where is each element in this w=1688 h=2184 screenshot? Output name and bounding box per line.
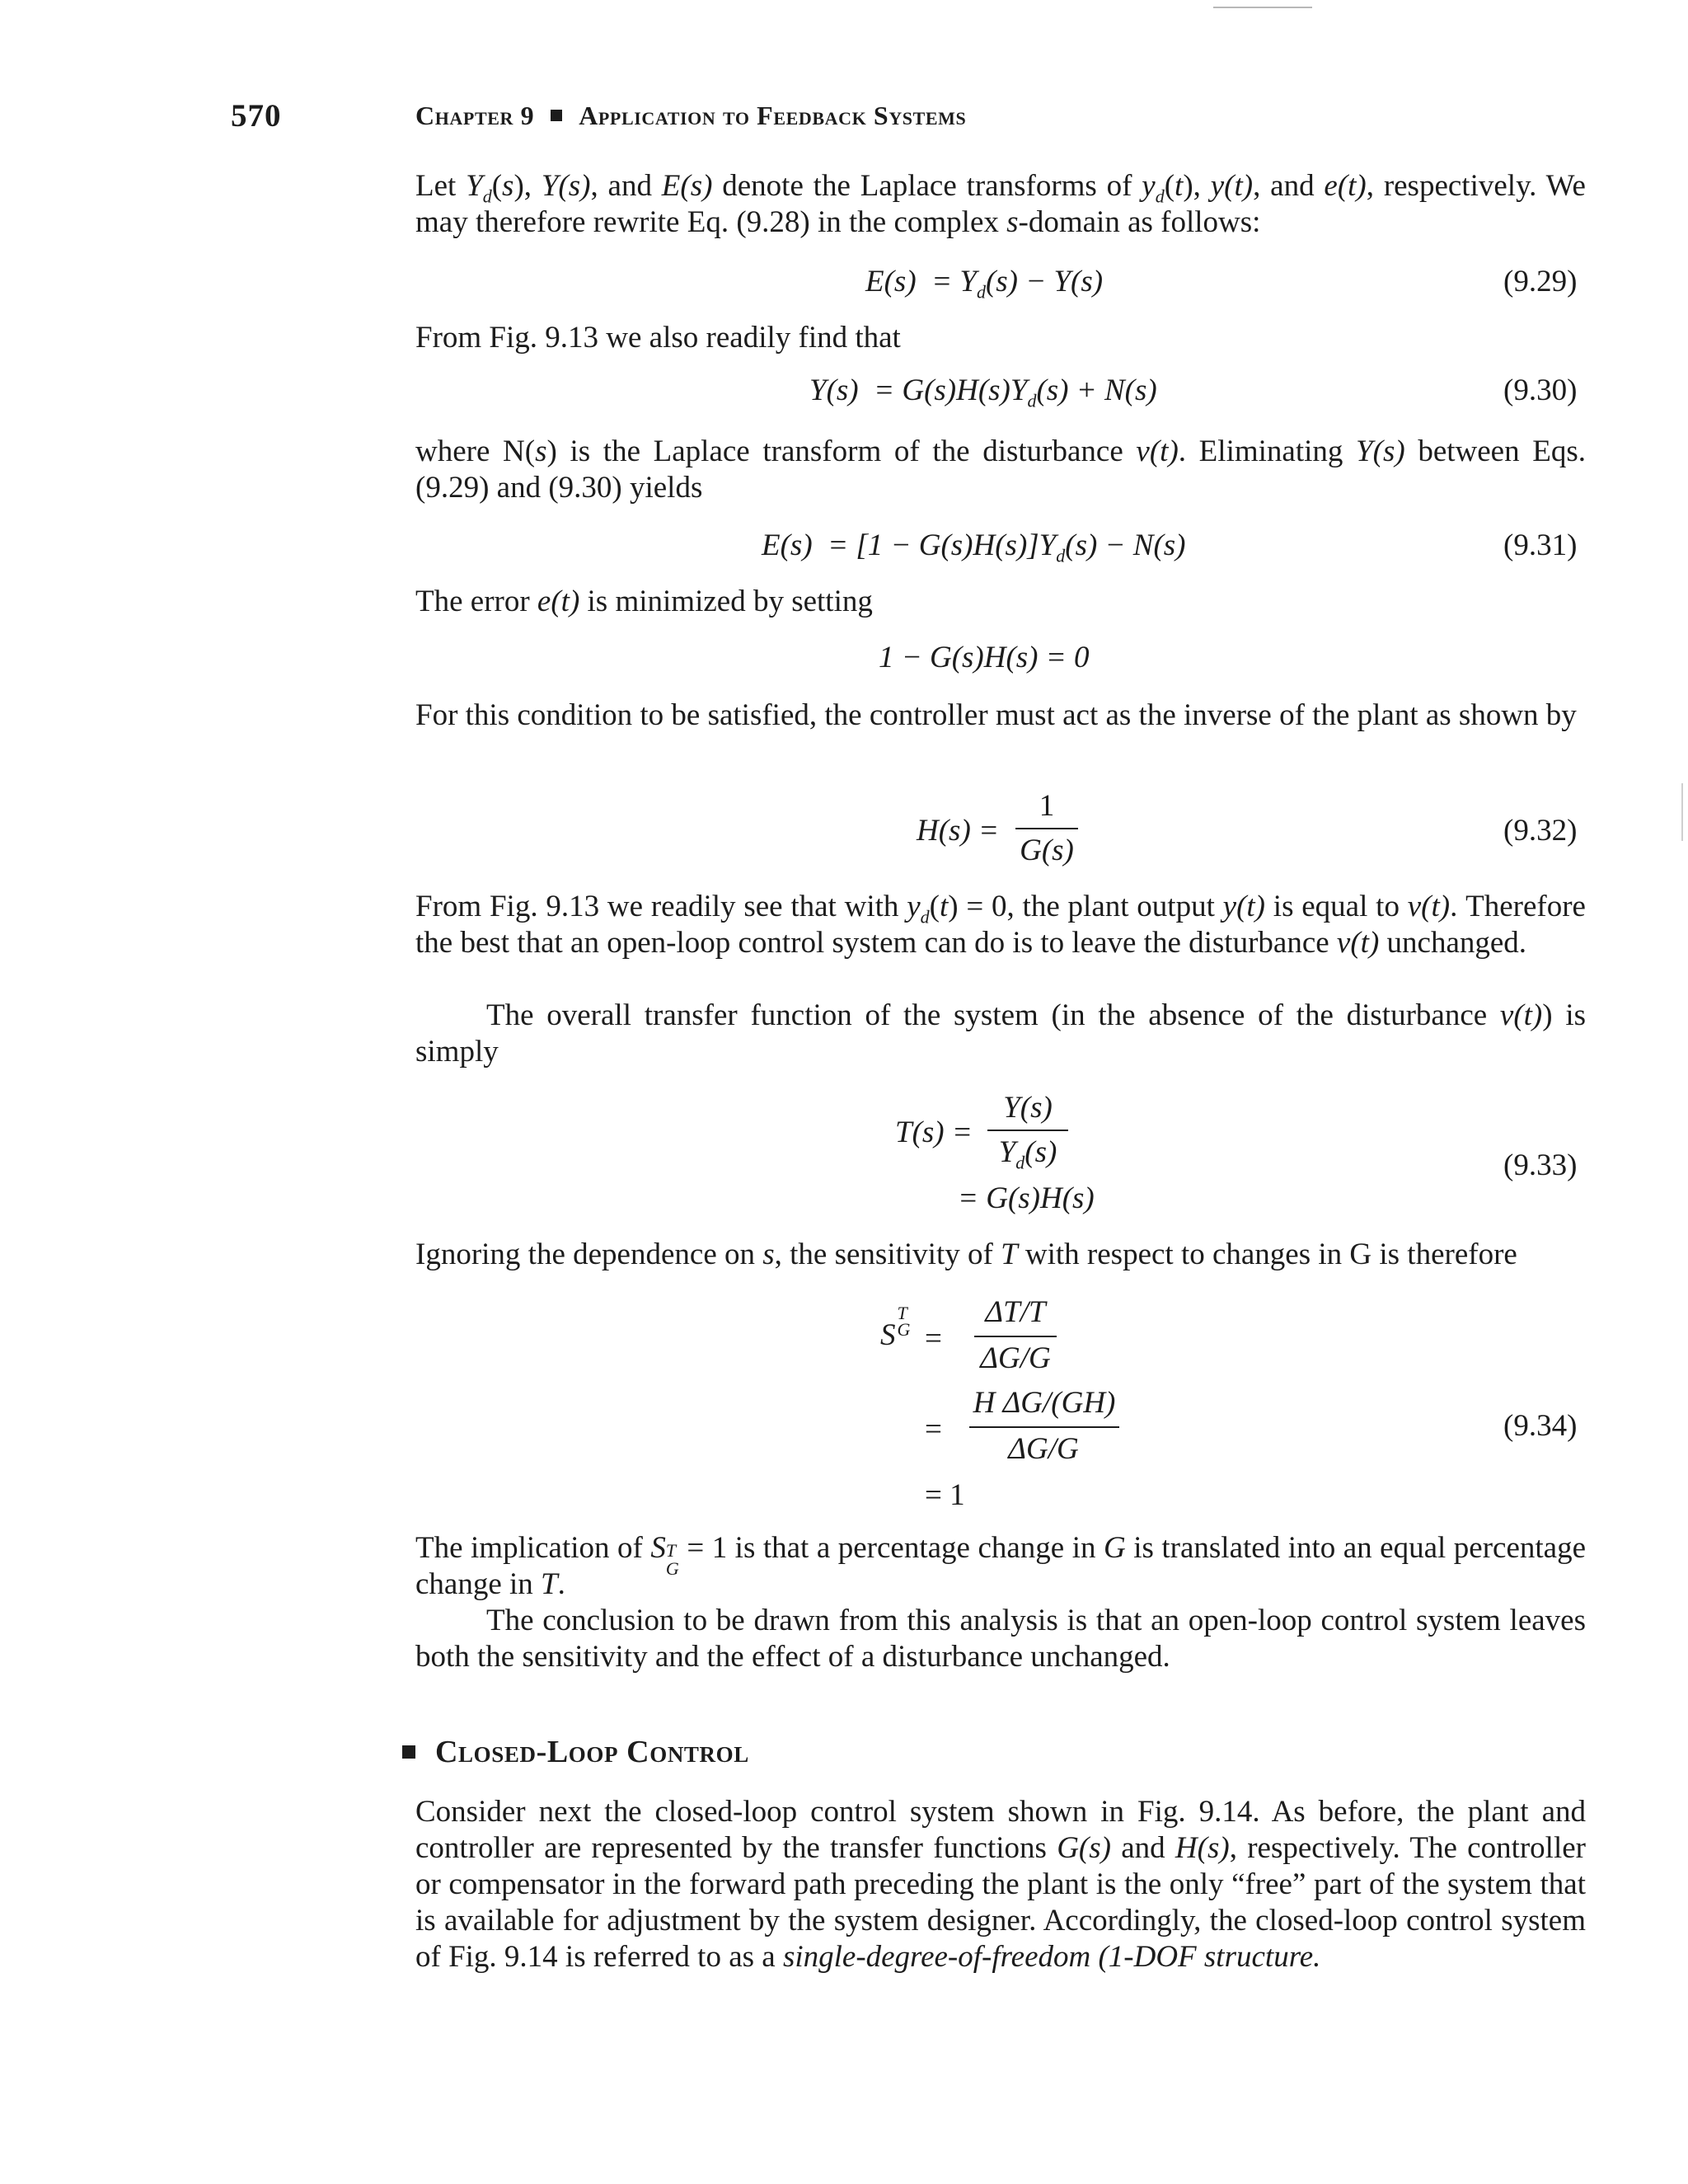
- fraction-denominator: ΔG/G: [1008, 1432, 1079, 1466]
- chapter-title: Application to Feedback Systems: [579, 101, 967, 130]
- paragraph-intro: Let $Y_d(s)$, Y(s), and E(s) denote the Laplace transforms of $y_d(t)$, y(t), and e(t), respectively. We may therefore rewrite Eq. (9.28) in the complex s-domain as follows:: [415, 169, 1586, 239]
- fraction-bar: [987, 1130, 1068, 1131]
- paragraph-inverse: For this condition to be satisfied, the controller must act as the inverse of the plant as shown by: [415, 698, 1577, 732]
- fraction-bar: [1015, 828, 1078, 829]
- equation-9-31: $E(s) = [1 - G(s)H(s)]Y_d(s) - N(s)$: [762, 528, 1186, 566]
- equation-9-33-line2: = G(s)H(s): [958, 1181, 1095, 1215]
- fraction-denominator: ΔG/G: [980, 1341, 1051, 1375]
- fraction-numerator: H ΔG/(GH): [973, 1386, 1116, 1420]
- paragraph-disturbance: where N(s) is the Laplace transform of the disturbance ν(t). Eliminating Y(s) between Eqs. (9.29) and (9.30) yields: [415, 434, 1586, 505]
- paragraph-closed-loop: Consider next the closed-loop control system shown in Fig. 9.14. As before, the plant and controller are represented by the transfer functions G(s) and H(s), respectively. The controller or compensator in the forward path preceding the plant is the only “free” part of the system that is available for adjustment by the system designer. Accordingly, the closed-loop control system of Fig. 9.14 is referred to as a single-degree-of-freedom (1-DOF structure.: [415, 1795, 1586, 1974]
- square-bullet-icon: [402, 1745, 415, 1759]
- equation-number-9-32: (9.32): [1503, 814, 1578, 848]
- section-heading: Closed-Loop Control: [402, 1734, 749, 1770]
- paragraph-sensitivity: Ignoring the dependence on s, the sensitivity of T with respect to changes in G is therefore: [415, 1238, 1517, 1271]
- page-number: 570: [231, 98, 282, 134]
- fraction-numerator: Y(s): [1003, 1091, 1053, 1125]
- chapter-label: Chapter 9: [415, 101, 535, 130]
- running-head: [415, 101, 966, 131]
- top-edge-rule: [1213, 7, 1312, 8]
- equation-9-30: $Y(s) = G(s)H(s)Y_d(s) + N(s)$: [809, 373, 1157, 411]
- paragraph-conclusion: The conclusion to be drawn from this analysis is that an open-loop control system leaves both the sensitivity and the effect of a disturbance unchanged.: [415, 1604, 1586, 1674]
- equation-condition: 1 − G(s)H(s) = 0: [879, 641, 1090, 674]
- fraction-bar: [969, 1426, 1119, 1428]
- equation-number-9-33: (9.33): [1503, 1148, 1578, 1182]
- equation-9-32-lhs: H(s) =: [917, 814, 999, 848]
- equation-number-9-34: (9.34): [1503, 1409, 1578, 1443]
- fraction-denominator: $Y_d(s)$: [998, 1135, 1057, 1173]
- square-bullet-icon: [551, 110, 562, 121]
- fraction-denominator: G(s): [1020, 834, 1074, 867]
- equals-sign: =: [925, 1322, 942, 1355]
- paragraph-overall-transfer: The overall transfer function of the system (in the absence of the disturbance ν(t)) is simply: [415, 998, 1587, 1069]
- paragraph-open-loop: From Fig. 9.13 we readily see that with $y_d(t) = 0$, the plant output y(t) is equal to ν(t). Therefore the best that an open-loop control system can do is to leave the disturbance ν(t) unchanged.: [415, 890, 1586, 960]
- right-edge-mark: [1681, 783, 1683, 841]
- sensitivity-symbol: S T G: [880, 1303, 911, 1352]
- fraction-numerator: ΔT/T: [985, 1295, 1046, 1329]
- equation-number-9-30: (9.30): [1503, 373, 1578, 407]
- equation-9-34-line3: = 1: [925, 1478, 965, 1512]
- equation-number-9-31: (9.31): [1503, 528, 1578, 562]
- equals-sign: =: [925, 1412, 942, 1446]
- equation-9-29: $E(s) = Y_d(s) - Y(s)$: [865, 265, 1104, 303]
- equation-9-33-lhs: T(s) =: [895, 1115, 973, 1149]
- paragraph-error: The error e(t) is minimized by setting: [415, 585, 873, 618]
- fraction-numerator: 1: [1039, 789, 1055, 823]
- paragraph-implication: The implication of S T G = 1 is that a percentage change in G is translated into an equal percentage change in T.: [415, 1531, 1586, 1601]
- paragraph-fig913: From Fig. 9.13 we also readily find that: [415, 321, 901, 355]
- fraction-bar: [974, 1336, 1057, 1337]
- equation-number-9-29: (9.29): [1503, 265, 1578, 298]
